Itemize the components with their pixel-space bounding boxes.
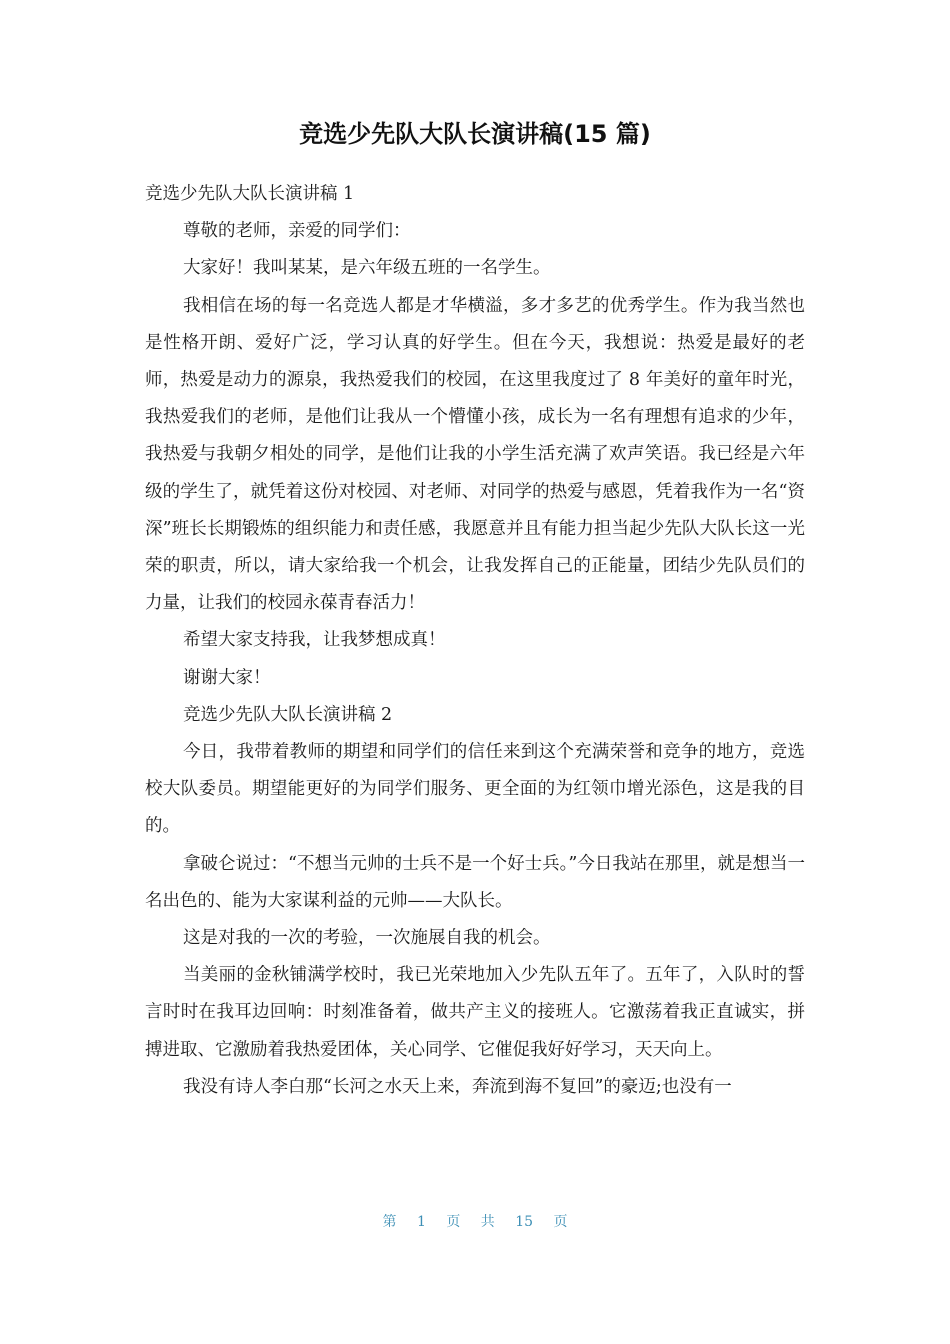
paragraph: 谢谢大家！	[183, 667, 271, 688]
paragraph: 今日，我带着教师的期望和同学们的信任来到这个充满荣誉和竞争的地方，竞选校大队委员。期望能更好的为同学们服务、更全面的为红领巾增光添色，这是我的目的。	[145, 742, 805, 837]
section-heading: 竞选少先队大队长演讲稿 2	[183, 704, 393, 725]
paragraph: 这是对我的一次的考验，一次施展自我的机会。	[183, 928, 551, 949]
footer-label: 页	[553, 1214, 568, 1230]
footer-total-pages: 15	[515, 1214, 534, 1230]
paragraph: 竞选少先队大队长演讲稿 1	[145, 184, 355, 204]
document-body	[145, 176, 805, 1106]
paragraph: 拿破仑说过：“不想当元帅的士兵不是一个好士兵。”今日我站在那里，就是想当一名出色的、能为大家谋利益的元帅——大队长。	[145, 853, 805, 911]
document-title: 竞选少先队大队长演讲稿(15 篇)	[299, 120, 651, 148]
paragraph: 我相信在场的每一名竞选人都是才华横溢，多才多艺的优秀学生。作为我当然也是性格开朗、爱好广泛，学习认真的好学生。但在今天，我想说：热爱是最好的老师，热爱是动力的源泉，我热爱我们的校园，在这里我度过了 8 年美好的童年时光，我热爱我们的老师，是他们让我从一个懵懂小孩，成长为一名有理想有追求的少年，我热爱与我朝夕相处的同学，是他们让我的小学生活充满了欢声笑语。我已经是六年级的学生了，就凭着这份对校园、对老师、对同学的热爱与感恩，凭着我作为一名“资深”班长长期锻炼的组织能力和责任感，我愿意并且有能力担当起少先队大队长这一光荣的职责，所以，请大家给我一个机会，让我发挥自己的正能量，团结少先队员们的力量，让我们的校园永葆青春活力！	[145, 295, 805, 614]
footer-label: 共	[480, 1214, 495, 1230]
page-footer	[0, 1210, 950, 1234]
paragraph: 希望大家支持我，让我梦想成真！	[183, 630, 446, 651]
paragraph: 大家好！我叫某某，是六年级五班的一名学生。	[183, 258, 551, 279]
paragraph: 当美丽的金秋铺满学校时，我已光荣地加入少先队五年了。五年了，入队时的誓言时时在我耳边回响：时刻准备着，做共产主义的接班人。它激荡着我正直诚实，拼搏进取、它激励着我热爱团体，关心同学、它催促我好好学习，天天向上。	[145, 965, 805, 1060]
footer-label: 第	[382, 1214, 397, 1230]
footer-label: 页	[446, 1214, 461, 1230]
footer-page-number: 1	[416, 1214, 426, 1230]
paragraph: 尊敬的老师，亲爱的同学们：	[183, 221, 411, 242]
paragraph: 我没有诗人李白那“长河之水天上来，奔流到海不复回”的豪迈;也没有一	[183, 1076, 732, 1097]
